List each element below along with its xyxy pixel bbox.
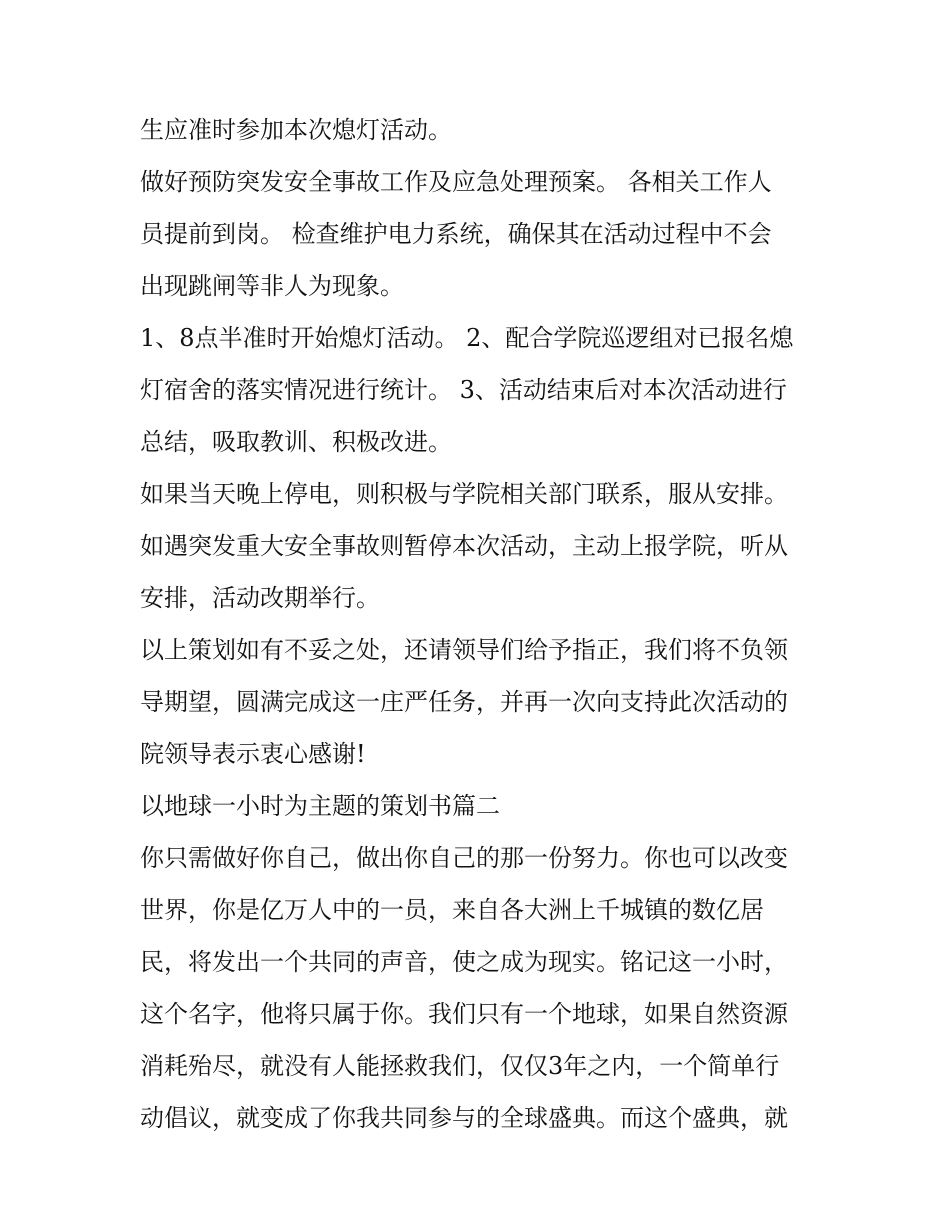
text-line: 这个名字，他将只属于你。我们只有一个地球，如果自然资源 [140, 1000, 788, 1028]
text-line: 民，将发出一个共同的声音，使之成为现实。铭记这一小时， [140, 948, 788, 976]
text-line: 如遇突发重大安全事故则暂停本次活动，主动上报学院，听从 [140, 532, 788, 560]
section-heading: 以地球一小时为主题的策划书篇二 [140, 792, 500, 820]
text-line: 总结，吸取教训、积极改进。 [140, 428, 452, 456]
text-line: 你只需做好你自己，做出你自己的那一份努力。你也可以改变 [140, 844, 788, 872]
text-line: 院领导表示衷心感谢! [140, 740, 366, 768]
text-line: 出现跳闸等非人为现象。 [140, 272, 404, 300]
text-line: 员提前到岗。 检查维护电力系统，确保其在活动过程中不会 [140, 220, 772, 248]
text-line: 导期望，圆满完成这一庄严任务，并再一次向支持此次活动的 [140, 688, 788, 716]
text-line: 如果当天晚上停电，则积极与学院相关部门联系，服从安排。 [140, 480, 788, 508]
text-line: 灯宿舍的落实情况进行统计。 3、活动结束后对本次活动进行 [140, 376, 787, 404]
text-line: 世界，你是亿万人中的一员，来自各大洲上千城镇的数亿居 [140, 896, 764, 924]
text-line: 1、8点半准时开始熄灯活动。 2、配合学院巡逻组对已报名熄 [140, 324, 794, 352]
text-line: 安排，活动改期举行。 [140, 584, 380, 612]
text-line: 做好预防突发安全事故工作及应急处理预案。 各相关工作人 [140, 168, 772, 196]
text-line: 消耗殆尽，就没有人能拯救我们，仅仅3年之内，一个简单行 [140, 1052, 780, 1080]
text-line: 动倡议，就变成了你我共同参与的全球盛典。而这个盛典，就 [140, 1104, 788, 1132]
text-line: 以上策划如有不妥之处，还请领导们给予指正，我们将不负领 [140, 636, 788, 664]
text-line: 生应准时参加本次熄灯活动。 [140, 116, 452, 144]
